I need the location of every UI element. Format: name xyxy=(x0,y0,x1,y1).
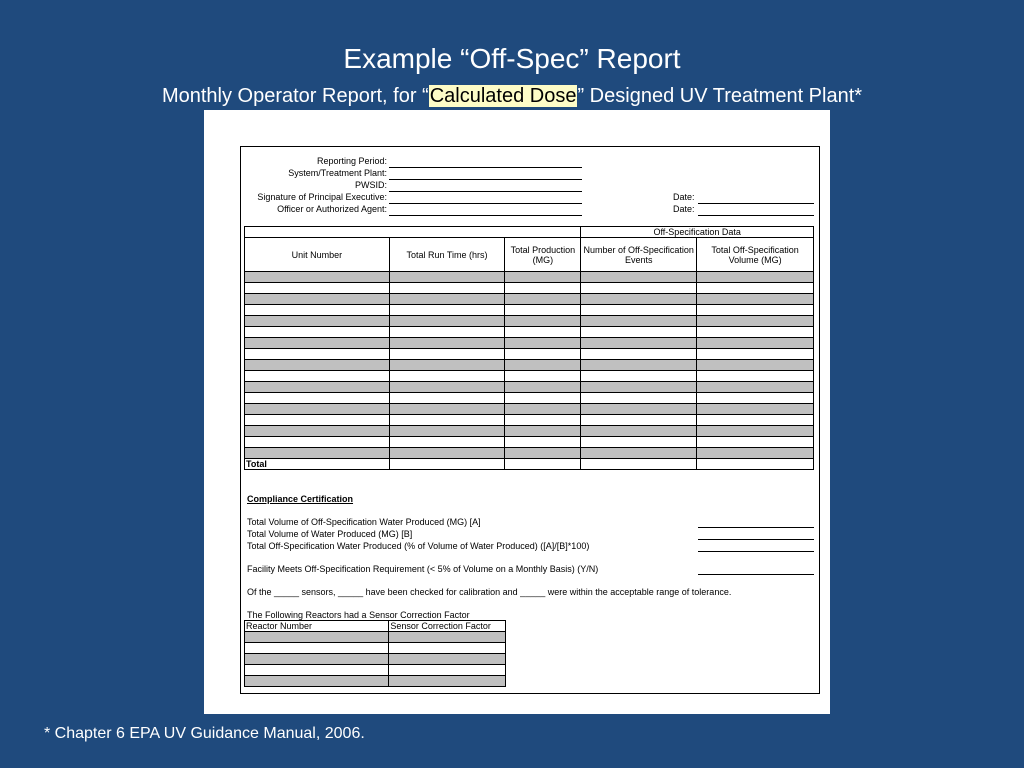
header-line xyxy=(389,203,582,204)
blank-cell xyxy=(389,676,506,687)
blank-cell xyxy=(581,305,697,316)
blank-cell xyxy=(245,448,390,459)
blank-row xyxy=(245,393,814,404)
blank-cell xyxy=(581,360,697,371)
blank-cell xyxy=(697,283,814,294)
sensors-line: Of the _____ sensors, _____ have been checked for calibration and _____ were within the acceptable range of tolerance. xyxy=(247,587,732,597)
blank-row xyxy=(245,338,814,349)
blank-cell xyxy=(697,305,814,316)
column-header: Total Run Time (hrs) xyxy=(389,238,505,272)
header-field-reporting-period: Reporting Period: xyxy=(316,156,387,166)
header-line xyxy=(389,167,582,168)
blank-cell xyxy=(389,305,505,316)
blank-row xyxy=(245,371,814,382)
blank-cell xyxy=(245,415,390,426)
header-field-officer: Officer or Authorized Agent: xyxy=(277,204,387,214)
reactor-column-header: Sensor Correction Factor xyxy=(389,621,506,632)
blank-cell xyxy=(245,338,390,349)
blank-row xyxy=(245,665,506,676)
subtitle-suffix: ” Designed UV Treatment Plant* xyxy=(577,85,863,107)
blank-row xyxy=(245,349,814,360)
blank-cell xyxy=(505,316,581,327)
blank-cell xyxy=(581,316,697,327)
blank-cell xyxy=(581,382,697,393)
blank-cell xyxy=(505,415,581,426)
blank-cell xyxy=(245,360,390,371)
column-header: Number of Off-Specification Events xyxy=(581,238,697,272)
blank-cell xyxy=(389,426,505,437)
blank-cell xyxy=(581,448,697,459)
blank-cell xyxy=(581,393,697,404)
header-field-signature: Signature of Principal Executive: xyxy=(257,192,387,202)
blank-cell xyxy=(389,632,506,643)
blank-cell xyxy=(389,404,505,415)
blank-cell xyxy=(389,448,505,459)
blank-cell xyxy=(389,338,505,349)
header-line xyxy=(389,191,582,192)
blank-cell xyxy=(245,632,389,643)
column-header: Unit Number xyxy=(245,238,390,272)
group-header: Off-Specification Data xyxy=(581,227,814,238)
date-line xyxy=(698,203,814,204)
blank-cell xyxy=(505,349,581,360)
reactor-column-header: Reactor Number xyxy=(245,621,389,632)
blank-cell xyxy=(581,437,697,448)
compliance-line: Total Volume of Off-Specification Water Produced (MG) [A] xyxy=(247,517,481,527)
blank-cell xyxy=(581,371,697,382)
blank-cell xyxy=(505,294,581,305)
blank-cell xyxy=(245,437,390,448)
blank-row xyxy=(245,305,814,316)
blank-cell xyxy=(697,316,814,327)
blank-cell xyxy=(245,426,390,437)
blank-cell xyxy=(505,305,581,316)
blank-cell xyxy=(505,437,581,448)
off-spec-table xyxy=(244,226,814,470)
blank-cell xyxy=(697,404,814,415)
blank-cell xyxy=(245,676,389,687)
blank-row xyxy=(245,676,506,687)
blank-cell xyxy=(581,327,697,338)
blank-row xyxy=(245,643,506,654)
blank-cell xyxy=(389,283,505,294)
blank-cell xyxy=(505,338,581,349)
blank-cell xyxy=(697,338,814,349)
facility-line: Facility Meets Off-Specification Requirement (< 5% of Volume on a Monthly Basis) (Y/N) xyxy=(247,564,599,574)
blank-cell xyxy=(245,305,390,316)
compliance-line: Total Volume of Water Produced (MG) [B] xyxy=(247,529,413,539)
blank-cell xyxy=(697,393,814,404)
blank-cell xyxy=(389,327,505,338)
date-line xyxy=(698,215,814,216)
column-header: Total Off-Specification Volume (MG) xyxy=(697,238,814,272)
answer-line xyxy=(698,539,814,540)
subtitle-prefix: Monthly Operator Report, for “ xyxy=(161,85,429,107)
blank-cell xyxy=(505,371,581,382)
blank-row xyxy=(245,283,814,294)
blank-row xyxy=(245,654,506,665)
blank-cell xyxy=(581,349,697,360)
answer-line xyxy=(698,551,814,552)
blank-cell xyxy=(389,654,506,665)
blank-cell xyxy=(697,327,814,338)
subtitle-highlight: Calculated Dose xyxy=(429,85,577,107)
blank-cell xyxy=(697,415,814,426)
header-field-pwsid: PWSID: xyxy=(354,180,387,190)
answer-line xyxy=(698,527,814,528)
blank-cell xyxy=(245,404,390,415)
blank-row xyxy=(245,437,814,448)
blank-cell xyxy=(581,272,697,283)
blank-cell xyxy=(697,371,814,382)
footnote: * Chapter 6 EPA UV Guidance Manual, 2006. xyxy=(44,725,365,742)
blank-cell xyxy=(697,448,814,459)
blank-cell xyxy=(245,272,390,283)
blank-cell xyxy=(697,360,814,371)
blank-cell xyxy=(389,643,506,654)
blank-cell xyxy=(245,382,390,393)
blank-cell xyxy=(245,294,390,305)
blank-cell xyxy=(389,360,505,371)
header-line xyxy=(389,179,582,180)
answer-line xyxy=(698,574,814,575)
report-document xyxy=(204,110,830,714)
blank-cell xyxy=(389,393,505,404)
blank-row xyxy=(245,448,814,459)
blank-row xyxy=(245,272,814,283)
blank-cell xyxy=(697,349,814,360)
total-label: Total xyxy=(245,459,390,470)
blank-cell xyxy=(697,382,814,393)
blank-cell xyxy=(697,426,814,437)
blank-cell xyxy=(389,316,505,327)
blank-row xyxy=(245,294,814,305)
blank-cell xyxy=(245,371,390,382)
blank-cell xyxy=(245,283,390,294)
blank-cell xyxy=(245,654,389,665)
compliance-line: Total Off-Specification Water Produced (% of Volume of Water Produced) ([A]/[B]*100) xyxy=(247,541,590,551)
blank-row xyxy=(245,360,814,371)
blank-cell xyxy=(389,437,505,448)
blank-cell xyxy=(389,665,506,676)
blank-cell xyxy=(245,643,389,654)
compliance-title: Compliance Certification xyxy=(247,494,354,504)
blank-cell xyxy=(697,272,814,283)
blank-cell xyxy=(505,272,581,283)
blank-cell xyxy=(505,426,581,437)
date-label: Date: xyxy=(673,204,695,214)
blank-cell xyxy=(245,393,390,404)
blank-cell xyxy=(505,360,581,371)
blank-row xyxy=(245,426,814,437)
date-label: Date: xyxy=(673,192,695,202)
header-field-system-plant: System/Treatment Plant: xyxy=(288,168,387,178)
blank-cell xyxy=(389,272,505,283)
blank-cell xyxy=(581,338,697,349)
header-line xyxy=(389,215,582,216)
blank-row xyxy=(245,327,814,338)
blank-cell xyxy=(389,382,505,393)
blank-cell xyxy=(505,382,581,393)
slide-title: Example “Off-Spec” Report xyxy=(343,43,681,74)
blank-cell xyxy=(389,371,505,382)
blank-cell xyxy=(505,393,581,404)
blank-cell xyxy=(505,448,581,459)
blank-row xyxy=(245,632,506,643)
blank-cell xyxy=(581,426,697,437)
blank-cell xyxy=(581,283,697,294)
blank-row xyxy=(245,382,814,393)
blank-cell xyxy=(389,349,505,360)
blank-row xyxy=(245,415,814,426)
blank-cell xyxy=(581,415,697,426)
blank-row xyxy=(245,404,814,415)
blank-cell xyxy=(389,415,505,426)
reactor-table xyxy=(244,620,506,687)
blank-cell xyxy=(245,327,390,338)
blank-cell xyxy=(389,294,505,305)
report-frame xyxy=(240,146,820,694)
blank-cell xyxy=(697,437,814,448)
blank-row xyxy=(245,316,814,327)
blank-cell xyxy=(697,294,814,305)
blank-cell xyxy=(245,349,390,360)
slide-subtitle xyxy=(0,83,1024,109)
column-header: Total Production (MG) xyxy=(505,238,581,272)
blank-cell xyxy=(245,316,390,327)
blank-cell xyxy=(245,665,389,676)
blank-cell xyxy=(581,404,697,415)
blank-cell xyxy=(505,283,581,294)
blank-cell xyxy=(581,294,697,305)
reactors-title: The Following Reactors had a Sensor Correction Factor xyxy=(247,610,470,620)
blank-cell xyxy=(505,404,581,415)
blank-cell xyxy=(505,327,581,338)
